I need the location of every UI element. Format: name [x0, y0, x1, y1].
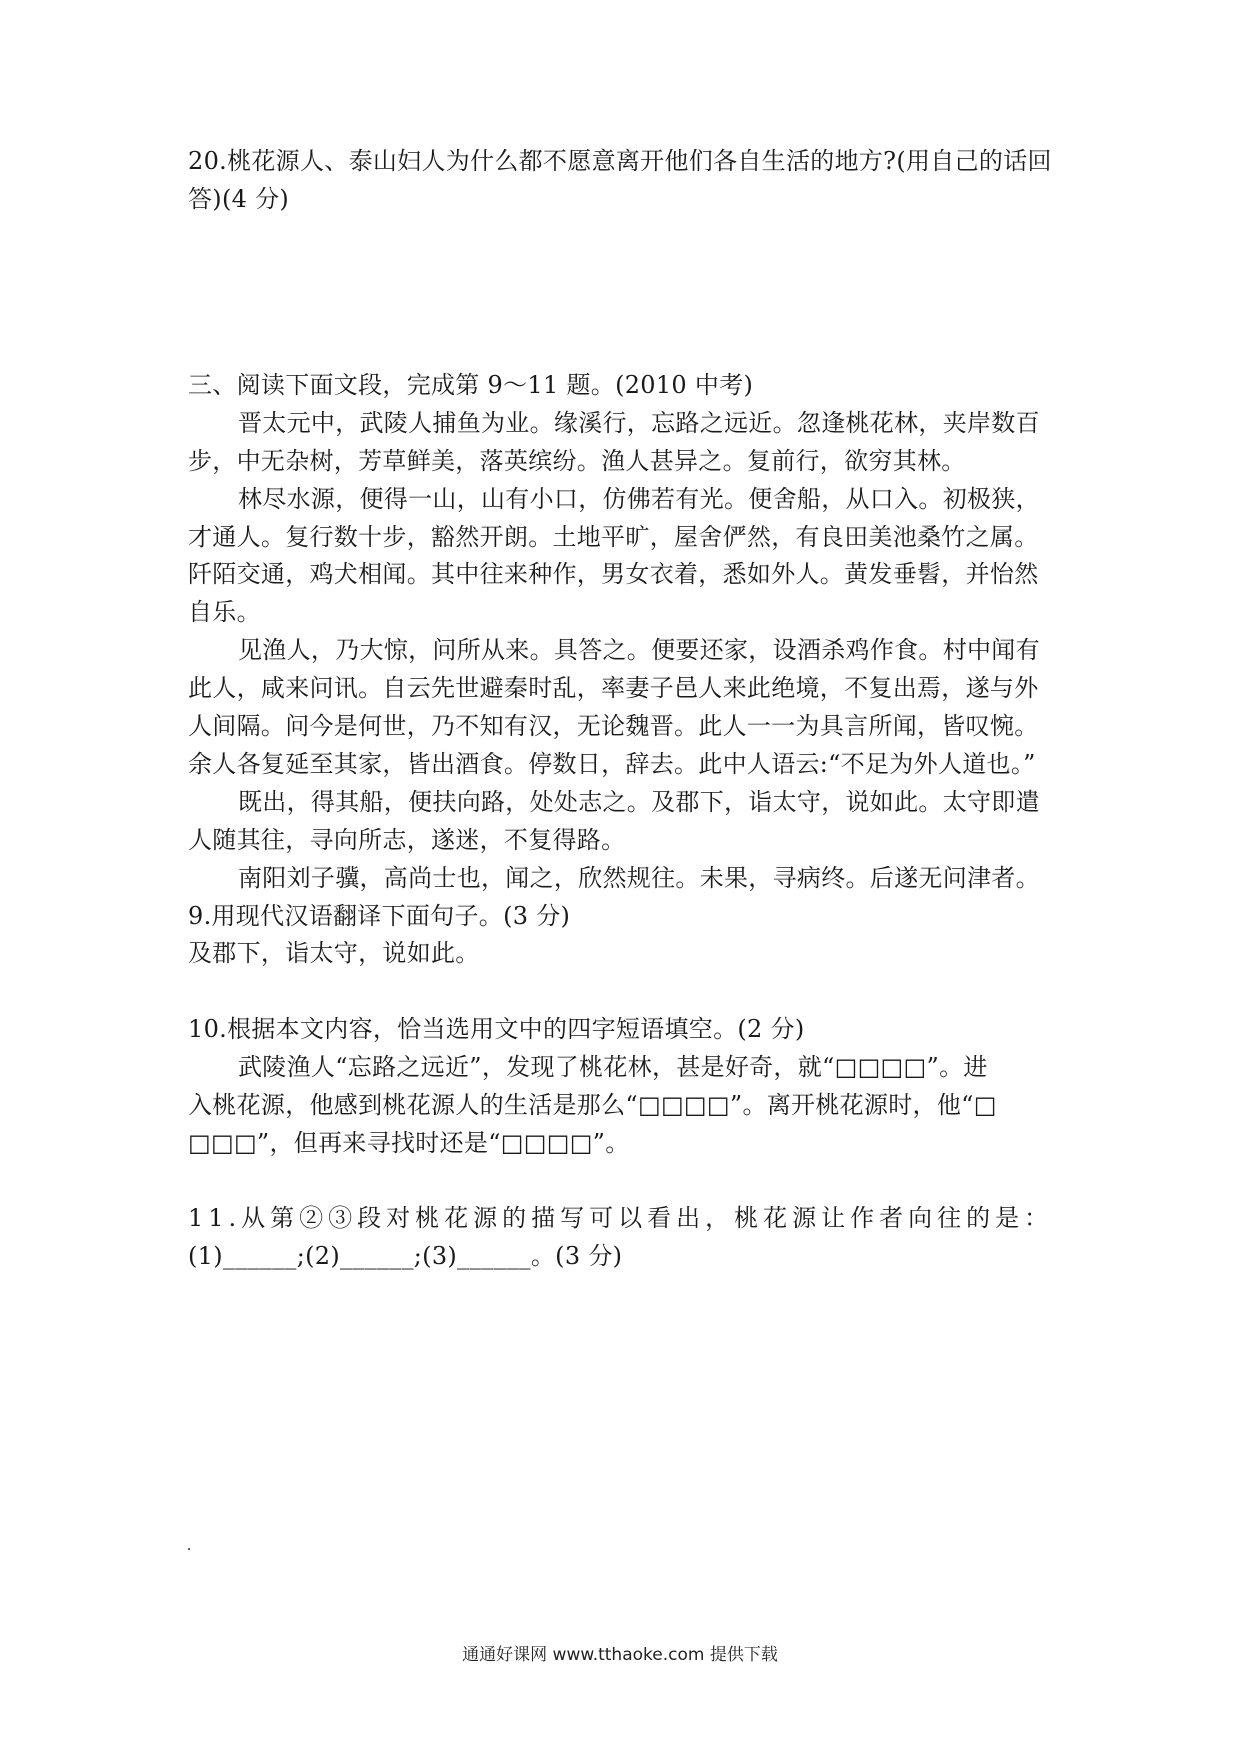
passage-line: 自乐。 — [188, 598, 261, 626]
footer-credit: 通通好课网 www.tthaoke.com 提供下载 — [462, 1645, 778, 1665]
q10-line-2: 入桃花源，他感到桃花源人的生活是那么“□□□□”。离开桃花源时，他“□ — [188, 1091, 997, 1119]
q9-sentence: 及郡下，诣太守，说如此。 — [188, 939, 480, 967]
passage-line: 余人各复延至其家，皆出酒食。停数日，辞去。此中人语云:“不足为外人道也。” — [188, 750, 1036, 778]
q10-line-3: □□□”，但再来寻找时还是“□□□□”。 — [188, 1129, 630, 1157]
passage-line: 人间隔。问今是何世，乃不知有汉，无论魏晋。此人一一为具言所闻，皆叹惋。 — [188, 712, 1039, 740]
q11-blanks: (1)______;(2)______;(3)______。(3 分) — [188, 1242, 623, 1270]
q20-line-1: 20.桃花源人、泰山妇人为什么都不愿意离开他们各自生活的地方?(用自己的话回 — [188, 147, 1052, 175]
q11-prompt: 11.从第②③段对桃花源的描写可以看出，桃花源让作者向往的是： — [188, 1204, 1054, 1232]
section-heading: 三、阅读下面文段，完成第 9～11 题。(2010 中考) — [188, 371, 754, 399]
passage-line: 人随其往，寻向所志，遂迷，不复得路。 — [188, 826, 626, 854]
passage-line: 步，中无杂树，芳草鲜美，落英缤纷。渔人甚异之。复前行，欲穷其林。 — [188, 447, 966, 475]
q10-line-1: 武陵渔人“忘路之远近”，发现了桃花林，甚是好奇，就“□□□□”。进 — [238, 1053, 988, 1081]
passage-line: 见渔人，乃大惊，问所从来。具答之。便要还家，设酒杀鸡作食。村中闻有 — [238, 636, 1040, 664]
passage-line: 此人，咸来问讯。自云先世避秦时乱，率妻子邑人来此绝境，不复出焉，遂与外 — [188, 674, 1039, 702]
q20-line-2: 答)(4 分) — [188, 185, 290, 213]
passage-line: 阡陌交通，鸡犬相闻。其中往来种作，男女衣着，悉如外人。黄发垂髫，并怡然 — [188, 560, 1039, 588]
q10-prompt: 10.根据本文内容，恰当选用文中的四字短语填空。(2 分) — [188, 1015, 805, 1043]
passage-line: 南阳刘子骥，高尚士也，闻之，欣然规往。未果，寻病终。后遂无问津者。 — [238, 864, 1040, 892]
passage-line: 才通人。复行数十步，豁然开朗。土地平旷，屋舍俨然，有良田美池桑竹之属。 — [188, 523, 1039, 551]
q9-prompt: 9.用现代汉语翻译下面句子。(3 分) — [188, 902, 571, 930]
passage-line: 既出，得其船，便扶向路，处处志之。及郡下，诣太守，说如此。太守即遣 — [238, 788, 1040, 816]
passage-line: 晋太元中，武陵人捕鱼为业。缘溪行，忘路之远近。忽逢桃花林，夹岸数百 — [238, 409, 1040, 437]
passage-line: 林尽水源，便得一山，山有小口，仿佛若有光。便舍船，从口入。初极狭， — [238, 485, 1040, 513]
scan-speck — [188, 1548, 190, 1550]
